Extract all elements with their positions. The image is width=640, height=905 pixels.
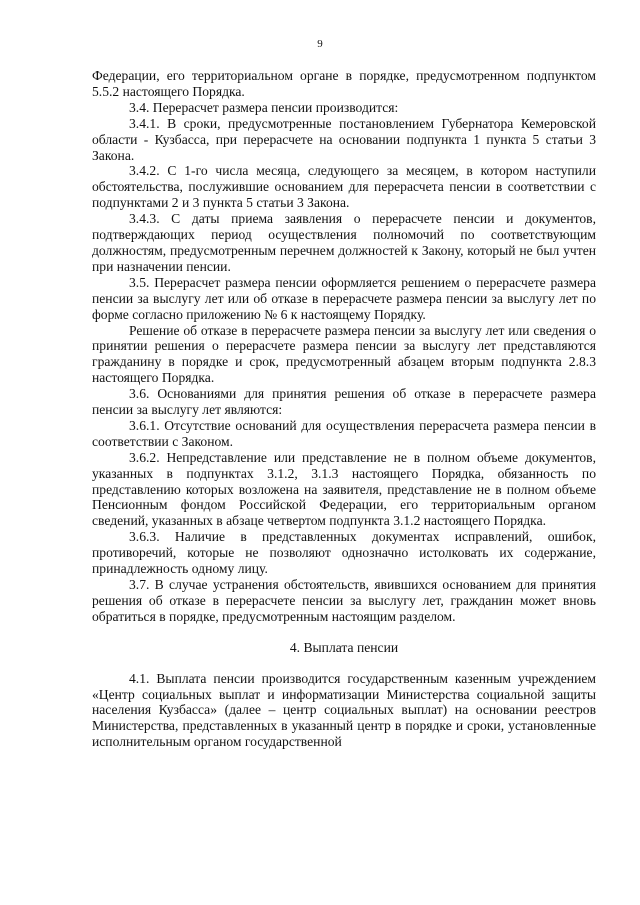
paragraph-3-4-2: 3.4.2. С 1-го числа месяца, следующего за месяцем, в котором наступили обстоятельства, послужившие основанием для перерасчета пенсии в соответствии с подпунктами 2 и 3 пункта 5 статьи 3 Закона. <box>92 163 596 211</box>
section-heading: 4. Выплата пенсии <box>289 639 399 655</box>
document-body <box>92 68 596 750</box>
paragraph-3-6-2: 3.6.2. Непредставление или представление не в полном объеме документов, указанных в подпунктах 3.1.2, 3.1.3 настоящего Порядка, обязанность по представлению которых возложена на заявителя, представление не в полном объеме Пенсионным фондом Российской Федерации, его территориальным органом сведений, указанных в абзаце четвертом подпункта 3.1.2 настоящего Порядка. <box>92 449 596 529</box>
paragraph-3-4-3: 3.4.3. С даты приема заявления о перерасчете пенсии и документов, подтверждающих период осуществления полномочий по соответствующим должностям, предусмотренным перечнем должностей к Закону, который не был учтен при назначении пенсии. <box>92 211 596 274</box>
paragraph-3-4: 3.4. Перерасчет размера пенсии производится: <box>129 99 399 115</box>
paragraph-continuation: Федерации, его территориальном органе в порядке, предусмотренном подпунктом 5.5.2 настоящего Порядка. <box>92 68 596 99</box>
paragraph-3-6-3: 3.6.3. Наличие в представленных документах исправлений, ошибок, противоречий, которые не позволяют однозначно истолковать их содержание, принадлежность одному лицу. <box>92 529 596 577</box>
paragraph-3-4-1: 3.4.1. В сроки, предусмотренные постановлением Губернатора Кемеровской области - Кузбасса, при перерасчете на основании подпункта 1 пункта 5 статьи 3 Закона. <box>92 115 596 163</box>
page-number: 9 <box>317 38 323 50</box>
paragraph-4-1: 4.1. Выплата пенсии производится государственным казенным учреждением «Центр социальных выплат и информатизации Министерства социальной защиты населения Кузбасса» (далее – центр социальных выплат) на основании реестров Министерства, представленных в указанный центр в порядке и сроки, установленные исполнительным органом государственной <box>92 670 596 750</box>
paragraph-3-7: 3.7. В случае устранения обстоятельств, явившихся основанием для принятия решения об отказе в перерасчете пенсии за выслугу лет, гражданин может вновь обратиться в порядке, предусмотренным настоящим разделом. <box>92 577 596 624</box>
paragraph-3-6-1: 3.6.1. Отсутствие оснований для осуществления перерасчета размера пенсии в соответствии с Законом. <box>92 417 596 449</box>
paragraph-3-5: 3.5. Перерасчет размера пенсии оформляется решением о перерасчете размера пенсии за выслугу лет или об отказе в перерасчете размера пенсии за выслугу лет по форме согласно приложению № 6 к настоящему Порядку. <box>92 274 596 322</box>
paragraph-3-5-refusal: Решение об отказе в перерасчете размера пенсии за выслугу лет или сведения о принятии решения о перерасчете размера пенсии за выслугу лет представляются гражданину в порядке и срок, предусмотренный абзацем вторым подпункта 2.8.3 настоящего Порядка. <box>92 322 596 386</box>
paragraph-3-6: 3.6. Основаниями для принятия решения об отказе в перерасчете размера пенсии за выслугу лет являются: <box>92 386 596 418</box>
